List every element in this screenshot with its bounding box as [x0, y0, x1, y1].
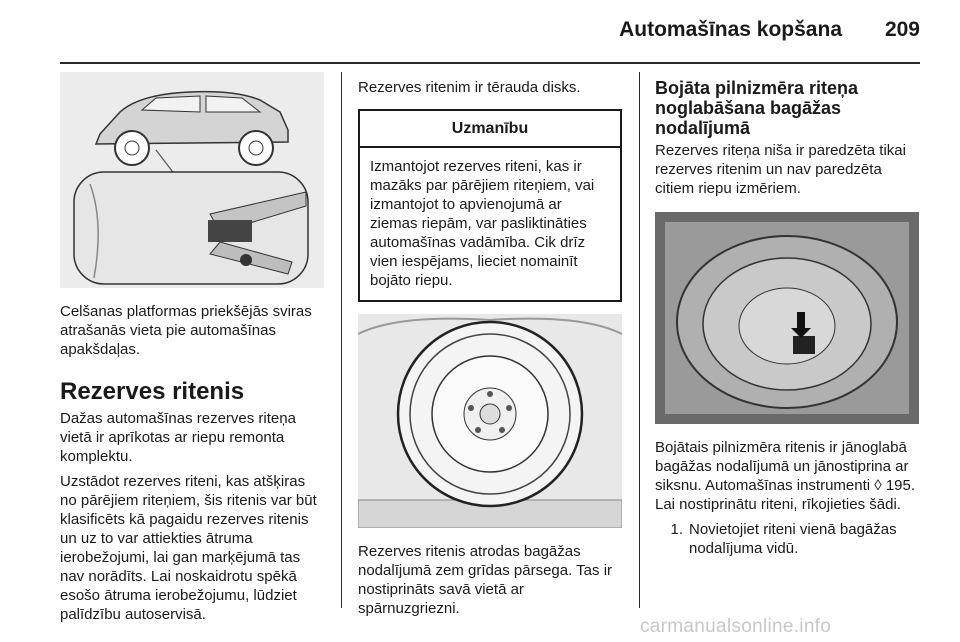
- column-left: [60, 72, 324, 624]
- section-heading: Rezerves ritenis: [60, 378, 245, 405]
- figure-caption: Celšanas platformas priekšējās sviras atrašanās vieta pie automašīnas apakšdaļas.: [60, 303, 312, 358]
- step-number: 1.: [670, 521, 683, 538]
- step-text: Novietojiet riteni vienā bagāžas nodalījuma vidū.: [689, 521, 897, 557]
- paragraph: Uzstādot rezerves riteni, kas atšķiras no pārējiem riteņiem, šis ritenis var būt klasificēts kā pagaidu rezerves ritenis un uz to var attiekties ātruma ierobežojumi, lai gan marķējumā tas nav norādīts. Lai noskaidrotu spēkā esošo ātruma ierobežojumu, lūdziet palīdzību autoservisā.: [60, 473, 317, 623]
- page-header: [60, 0, 920, 64]
- paragraph: Bojātais pilnizmēra ritenis ir jānoglabā bagāžas nodalījumā un jānostiprina ar siksnu. Automašīnas instrumenti ◊ 195. Lai nostiprinātu riteni, rīkojieties šādi.: [655, 439, 916, 513]
- caution-text: Izmantojot rezerves riteni, kas ir mazāks par pārējiem riteņiem, vai izmantojot to apvienojumā ar ziemas riepām, var pasliktināties automašīnas vadāmība. Cik drīz vien iespējams, lieciet nomainīt bojāto riepu.: [370, 158, 595, 289]
- column-divider: [341, 72, 342, 608]
- caution-title: Uzmanību: [360, 111, 620, 148]
- watermark: carmanualsonline.info: [640, 616, 832, 637]
- page-number: 209: [884, 18, 920, 41]
- column-right: [655, 72, 919, 558]
- section-title: Automašīnas kopšana: [619, 18, 842, 41]
- car-jack-point-illustration: [60, 72, 324, 288]
- spare-wheel-illustration: [358, 314, 622, 528]
- caution-box: [358, 109, 622, 302]
- paragraph: Rezerves ritenim ir tērauda disks.: [358, 79, 581, 96]
- list-item: [655, 520, 919, 558]
- column-divider: [639, 72, 640, 608]
- column-middle: [358, 72, 622, 618]
- figure-caption: Rezerves ritenis atrodas bagāžas nodalījumā zem grīdas pārsega. Tas ir nostiprināts savā vietā ar spārnuzgriezni.: [358, 543, 613, 617]
- paragraph: Dažas automašīnas rezerves riteņa vietā ir aprīkotas ar riepu remonta komplektu.: [60, 410, 296, 465]
- paragraph: Rezerves riteņa niša ir paredzēta tikai rezerves ritenim un nav paredzēta citiem riepu izmēriem.: [655, 142, 906, 197]
- section-heading: Bojāta pilnizmēra riteņa noglabāšana bagāžas nodalījumā: [655, 78, 859, 138]
- spare-wheel-well-illustration: [655, 212, 919, 424]
